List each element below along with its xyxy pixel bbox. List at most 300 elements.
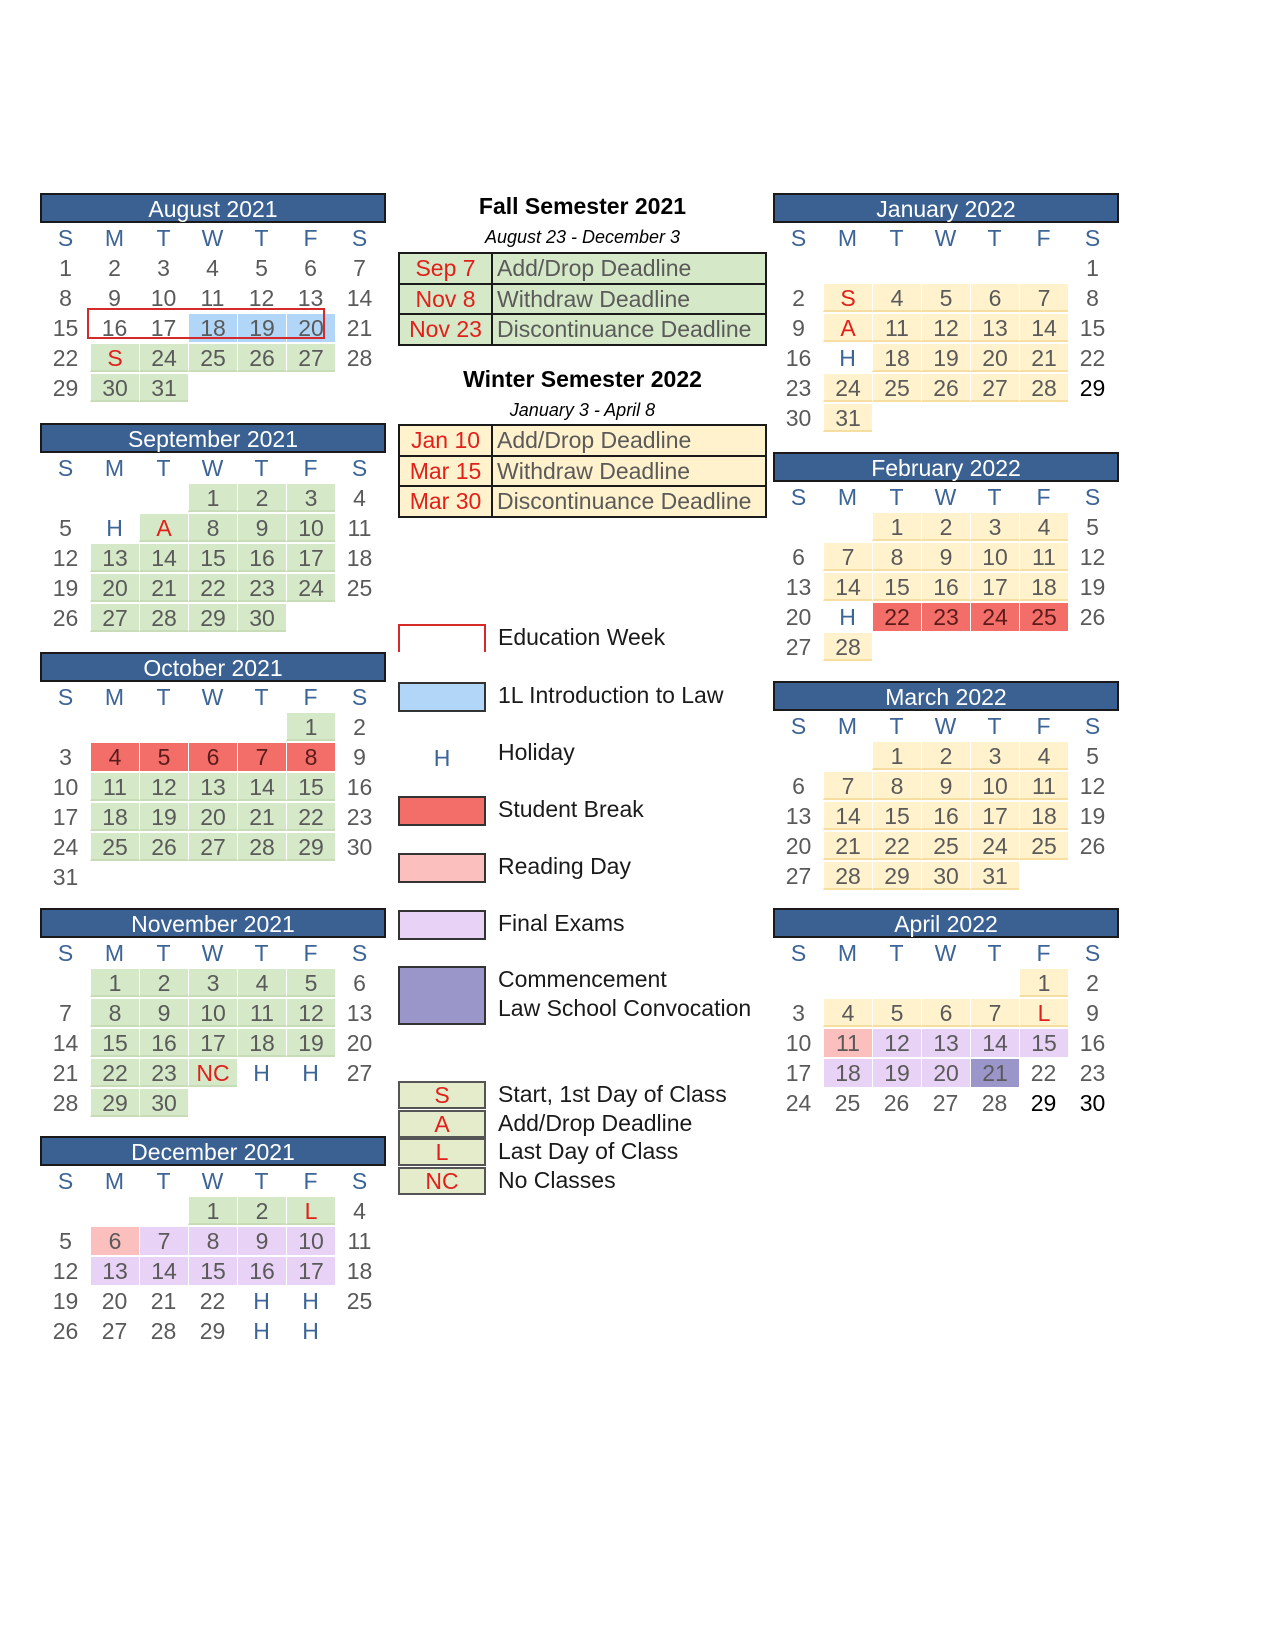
day-cell: 19 bbox=[1079, 803, 1106, 829]
day-cell: 5 bbox=[872, 999, 921, 1027]
day-cell: 3 bbox=[157, 255, 170, 281]
day-cell: 15 bbox=[90, 1029, 139, 1057]
day-cell: 21 bbox=[346, 315, 373, 341]
day-cell: 14 bbox=[823, 573, 872, 601]
weekday-header: T bbox=[156, 455, 171, 481]
deadline-row bbox=[400, 283, 765, 314]
day-cell: 16 bbox=[921, 802, 970, 830]
day-cell: 30 bbox=[90, 374, 139, 402]
deadline-label: Add/Drop Deadline bbox=[497, 255, 692, 281]
day-cell: 1 bbox=[59, 255, 72, 281]
day-cell: 25 bbox=[921, 832, 970, 860]
day-cell: 15 bbox=[52, 315, 79, 341]
day-cell: 14 bbox=[139, 544, 188, 572]
intro-law-swatch bbox=[398, 682, 486, 712]
day-cell: 3 bbox=[59, 744, 72, 770]
deadline-date: Jan 10 bbox=[400, 426, 493, 455]
day-cell: 5 bbox=[1086, 743, 1099, 769]
day-cell: 18 bbox=[823, 1059, 872, 1087]
day-cell: 29 bbox=[90, 1089, 139, 1117]
month-title: January 2022 bbox=[773, 193, 1119, 223]
day-cell: 29 bbox=[188, 604, 237, 632]
day-cell: NC bbox=[188, 1059, 237, 1087]
day-cell: 13 bbox=[785, 803, 812, 829]
day-cell: 29 bbox=[872, 862, 921, 890]
code-label: Add/Drop Deadline bbox=[498, 1110, 693, 1136]
deadline-label: Discontinuance Deadline bbox=[497, 488, 752, 515]
day-cell: 31 bbox=[139, 374, 188, 402]
day-cell: 28 bbox=[52, 1090, 79, 1116]
commencement-swatch bbox=[398, 966, 486, 1025]
day-cell: 26 bbox=[139, 833, 188, 861]
day-cell: 1 bbox=[872, 742, 921, 770]
day-cell: 1 bbox=[188, 1197, 237, 1225]
day-cell: 3 bbox=[970, 513, 1019, 541]
day-cell: 3 bbox=[792, 1000, 805, 1026]
day-cell: 13 bbox=[921, 1029, 970, 1057]
day-cell: 4 bbox=[823, 999, 872, 1027]
day-cell: H bbox=[302, 1318, 319, 1344]
month-grid bbox=[41, 682, 386, 892]
weekday-header: W bbox=[201, 1168, 224, 1194]
day-cell: 9 bbox=[792, 315, 805, 341]
weekday-header: T bbox=[889, 225, 904, 251]
day-cell: 12 bbox=[872, 1029, 921, 1057]
empty-cell bbox=[970, 969, 1019, 997]
day-cell: 12 bbox=[248, 285, 275, 311]
day-cell: 26 bbox=[52, 1318, 79, 1344]
day-cell: 7 bbox=[353, 255, 366, 281]
day-cell: 7 bbox=[970, 999, 1019, 1027]
day-cell: 24 bbox=[823, 374, 872, 402]
day-cell: 10 bbox=[286, 1227, 335, 1255]
day-cell: 4 bbox=[1019, 742, 1068, 770]
day-cell: 18 bbox=[346, 545, 373, 571]
day-cell: 11 bbox=[237, 999, 286, 1027]
day-cell: 16 bbox=[237, 1257, 286, 1285]
day-cell: 10 bbox=[286, 514, 335, 542]
day-cell: 9 bbox=[237, 1227, 286, 1255]
weekday-header: S bbox=[351, 684, 368, 710]
weekday-header: F bbox=[1036, 225, 1051, 251]
day-cell: 13 bbox=[970, 314, 1019, 342]
day-cell: 16 bbox=[237, 544, 286, 572]
day-cell: 8 bbox=[872, 543, 921, 571]
day-cell: 8 bbox=[1086, 285, 1099, 311]
day-cell: 8 bbox=[286, 743, 335, 771]
weekday-header: S bbox=[790, 940, 807, 966]
weekday-header: S bbox=[790, 484, 807, 510]
day-cell: 12 bbox=[1079, 773, 1106, 799]
day-cell: 15 bbox=[188, 544, 237, 572]
month-grid bbox=[41, 453, 386, 633]
weekday-header: S bbox=[351, 1168, 368, 1194]
calendar-april-2022 bbox=[773, 908, 1119, 1118]
day-cell: 27 bbox=[785, 634, 812, 660]
day-cell: 17 bbox=[970, 802, 1019, 830]
day-cell: 2 bbox=[108, 255, 121, 281]
empty-cell bbox=[823, 513, 872, 541]
weekday-header: T bbox=[889, 484, 904, 510]
day-cell: 15 bbox=[188, 1257, 237, 1285]
weekday-header: S bbox=[351, 940, 368, 966]
empty-cell bbox=[921, 969, 970, 997]
day-cell: H bbox=[253, 1288, 270, 1314]
day-cell: 21 bbox=[52, 1060, 79, 1086]
day-cell: H bbox=[253, 1318, 270, 1344]
deadline-date: Nov 23 bbox=[400, 315, 493, 344]
day-cell: 19 bbox=[139, 803, 188, 831]
day-cell: 12 bbox=[286, 999, 335, 1027]
day-cell: 23 bbox=[139, 1059, 188, 1087]
day-cell: 19 bbox=[872, 1059, 921, 1087]
day-cell: 22 bbox=[1079, 345, 1106, 371]
day-cell: 2 bbox=[139, 969, 188, 997]
day-cell: 17 bbox=[970, 573, 1019, 601]
day-cell: 2 bbox=[921, 513, 970, 541]
day-cell: L bbox=[1019, 999, 1068, 1027]
weekday-header: F bbox=[303, 225, 318, 251]
day-cell: 25 bbox=[346, 1288, 373, 1314]
day-cell: 18 bbox=[872, 344, 921, 372]
deadline-date: Sep 7 bbox=[400, 254, 493, 283]
day-cell: 19 bbox=[921, 344, 970, 372]
legend-label: Commencement bbox=[498, 966, 667, 992]
day-cell: 21 bbox=[1019, 344, 1068, 372]
day-cell: 20 bbox=[970, 344, 1019, 372]
day-cell: 12 bbox=[52, 1258, 79, 1284]
code-box: L bbox=[398, 1138, 486, 1166]
month-title: April 2022 bbox=[773, 908, 1119, 938]
calendar-december-2021 bbox=[40, 1136, 386, 1346]
day-cell: 31 bbox=[52, 864, 79, 890]
weekday-header: S bbox=[57, 1168, 74, 1194]
day-cell: 20 bbox=[346, 1030, 373, 1056]
day-cell: 22 bbox=[1030, 1060, 1057, 1086]
empty-cell bbox=[774, 254, 823, 282]
weekday-header: W bbox=[201, 225, 224, 251]
day-cell: 13 bbox=[188, 773, 237, 801]
day-cell: 28 bbox=[823, 633, 872, 661]
deadline-label: Add/Drop Deadline bbox=[497, 427, 692, 453]
day-cell: 2 bbox=[237, 484, 286, 512]
weekday-header: F bbox=[303, 940, 318, 966]
deadline-label: Withdraw Deadline bbox=[497, 457, 691, 484]
day-cell: 18 bbox=[1019, 573, 1068, 601]
day-cell: 17 bbox=[286, 1257, 335, 1285]
weekday-header: S bbox=[1084, 484, 1101, 510]
weekday-header: S bbox=[57, 940, 74, 966]
day-cell: 30 bbox=[1079, 1090, 1106, 1116]
day-cell: 15 bbox=[1079, 315, 1106, 341]
day-cell: 24 bbox=[785, 1090, 812, 1116]
day-cell: 17 bbox=[785, 1060, 812, 1086]
day-cell: 12 bbox=[921, 314, 970, 342]
day-cell: 6 bbox=[792, 544, 805, 570]
day-cell: 13 bbox=[785, 574, 812, 600]
weekday-header: W bbox=[934, 713, 957, 739]
day-cell: 14 bbox=[52, 1030, 79, 1056]
day-cell: 25 bbox=[188, 344, 237, 372]
empty-cell bbox=[823, 742, 872, 770]
day-cell: 12 bbox=[1079, 544, 1106, 570]
day-cell: S bbox=[90, 344, 139, 372]
weekday-header: W bbox=[934, 484, 957, 510]
day-cell: 18 bbox=[90, 803, 139, 831]
day-cell: 20 bbox=[785, 833, 812, 859]
student-break-swatch bbox=[398, 796, 486, 826]
day-cell: 7 bbox=[823, 772, 872, 800]
day-cell: 1 bbox=[286, 713, 335, 741]
winter-semester-dates: January 3 - April 8 bbox=[509, 400, 656, 420]
empty-cell bbox=[774, 742, 823, 770]
day-cell: 4 bbox=[872, 284, 921, 312]
weekday-header: T bbox=[156, 684, 171, 710]
day-cell: 29 bbox=[286, 833, 335, 861]
day-cell: 22 bbox=[872, 832, 921, 860]
day-cell: 7 bbox=[1019, 284, 1068, 312]
day-cell: A bbox=[139, 514, 188, 542]
final-exams-swatch bbox=[398, 910, 486, 940]
deadline-row bbox=[400, 313, 765, 344]
day-cell: 7 bbox=[237, 743, 286, 771]
day-cell: 24 bbox=[970, 832, 1019, 860]
weekday-header: F bbox=[303, 1168, 318, 1194]
day-cell: 31 bbox=[823, 404, 872, 432]
day-cell: 27 bbox=[346, 1060, 373, 1086]
day-cell: 20 bbox=[90, 574, 139, 602]
day-cell: 10 bbox=[970, 772, 1019, 800]
empty-cell bbox=[872, 254, 921, 282]
empty-cell bbox=[921, 254, 970, 282]
day-cell: 11 bbox=[347, 1228, 372, 1254]
day-cell: 17 bbox=[188, 1029, 237, 1057]
day-cell: 22 bbox=[188, 574, 237, 602]
weekday-header: M bbox=[104, 225, 125, 251]
day-cell: 6 bbox=[188, 743, 237, 771]
day-cell: 2 bbox=[237, 1197, 286, 1225]
day-cell: 30 bbox=[346, 834, 373, 860]
day-cell: 11 bbox=[347, 515, 372, 541]
day-cell: 27 bbox=[932, 1090, 959, 1116]
day-cell: 3 bbox=[188, 969, 237, 997]
code-label: Last Day of Class bbox=[498, 1138, 679, 1164]
month-grid bbox=[41, 1166, 386, 1346]
day-cell: 5 bbox=[139, 743, 188, 771]
day-cell: 2 bbox=[1086, 970, 1099, 996]
day-cell: 24 bbox=[286, 574, 335, 602]
day-cell: 6 bbox=[353, 970, 366, 996]
day-cell: 8 bbox=[872, 772, 921, 800]
day-cell: 24 bbox=[139, 344, 188, 372]
weekday-header: S bbox=[1084, 713, 1101, 739]
day-cell: 6 bbox=[792, 773, 805, 799]
weekday-header: T bbox=[156, 225, 171, 251]
calendar-february-2022 bbox=[773, 452, 1119, 662]
day-cell: 6 bbox=[921, 999, 970, 1027]
deadline-label: Discontinuance Deadline bbox=[497, 316, 752, 343]
empty-cell bbox=[774, 969, 823, 997]
day-cell: 1 bbox=[1019, 969, 1068, 997]
day-cell: 23 bbox=[346, 804, 373, 830]
day-cell: H bbox=[839, 345, 856, 371]
day-cell: 29 bbox=[1030, 1090, 1057, 1116]
day-cell: 31 bbox=[970, 862, 1019, 890]
day-cell: 26 bbox=[1079, 833, 1106, 859]
code-label: No Classes bbox=[498, 1167, 616, 1193]
day-cell: 30 bbox=[921, 862, 970, 890]
day-cell: 25 bbox=[872, 374, 921, 402]
day-cell: 7 bbox=[59, 1000, 72, 1026]
day-cell: 4 bbox=[237, 969, 286, 997]
holiday-symbol: H bbox=[433, 745, 451, 771]
day-cell: 18 bbox=[346, 1258, 373, 1284]
weekday-header: S bbox=[790, 225, 807, 251]
day-cell: 23 bbox=[237, 574, 286, 602]
day-cell: H bbox=[106, 515, 123, 541]
empty-cell bbox=[823, 254, 872, 282]
day-cell: 6 bbox=[304, 255, 317, 281]
empty-cell bbox=[41, 713, 90, 741]
calendar-october-2021 bbox=[40, 652, 386, 892]
weekday-header: T bbox=[254, 1168, 269, 1194]
education-week-outline bbox=[87, 308, 325, 339]
day-cell: 27 bbox=[90, 604, 139, 632]
day-cell: 21 bbox=[139, 574, 188, 602]
deadline-label: Withdraw Deadline bbox=[497, 285, 691, 312]
day-cell: 18 bbox=[1019, 802, 1068, 830]
weekday-header: T bbox=[987, 713, 1002, 739]
empty-cell bbox=[970, 254, 1019, 282]
month-grid bbox=[774, 938, 1119, 1118]
day-cell: H bbox=[253, 1060, 270, 1086]
day-cell: 14 bbox=[237, 773, 286, 801]
day-cell: 29 bbox=[199, 1318, 226, 1344]
day-cell: 22 bbox=[90, 1059, 139, 1087]
day-cell: 28 bbox=[823, 862, 872, 890]
day-cell: 7 bbox=[823, 543, 872, 571]
day-cell: 25 bbox=[346, 575, 373, 601]
day-cell: 22 bbox=[52, 345, 79, 371]
month-title: November 2021 bbox=[40, 908, 386, 938]
day-cell: 29 bbox=[52, 375, 79, 401]
day-cell: 20 bbox=[101, 1288, 128, 1314]
empty-cell bbox=[90, 1197, 139, 1225]
empty-cell bbox=[237, 713, 286, 741]
day-cell: 26 bbox=[52, 605, 79, 631]
day-cell: 28 bbox=[1019, 374, 1068, 402]
empty-cell bbox=[139, 713, 188, 741]
day-cell: 28 bbox=[139, 604, 188, 632]
day-cell: 10 bbox=[52, 774, 79, 800]
day-cell: 29 bbox=[1079, 375, 1106, 401]
day-cell: 19 bbox=[52, 1288, 79, 1314]
code-box: S bbox=[398, 1081, 486, 1109]
weekday-header: F bbox=[1036, 940, 1051, 966]
day-cell: 13 bbox=[90, 544, 139, 572]
day-cell: 4 bbox=[353, 485, 366, 511]
day-cell: 26 bbox=[883, 1090, 910, 1116]
weekday-header: F bbox=[1036, 713, 1051, 739]
legend-label: Education Week bbox=[498, 624, 666, 650]
day-cell: 25 bbox=[834, 1090, 861, 1116]
day-cell: 8 bbox=[59, 285, 72, 311]
day-cell: 22 bbox=[872, 603, 921, 631]
day-cell: 28 bbox=[981, 1090, 1008, 1116]
empty-cell bbox=[774, 513, 823, 541]
day-cell: 11 bbox=[1019, 772, 1068, 800]
weekday-header: T bbox=[254, 225, 269, 251]
weekday-header: W bbox=[201, 455, 224, 481]
day-cell: 5 bbox=[59, 515, 72, 541]
day-cell: 30 bbox=[139, 1089, 188, 1117]
calendar-september-2021 bbox=[40, 423, 386, 633]
deadline-row bbox=[400, 485, 765, 516]
day-cell: 21 bbox=[237, 803, 286, 831]
weekday-header: F bbox=[1036, 484, 1051, 510]
day-cell: 19 bbox=[52, 575, 79, 601]
day-cell: 8 bbox=[90, 999, 139, 1027]
weekday-header: W bbox=[934, 940, 957, 966]
day-cell: 5 bbox=[59, 1228, 72, 1254]
weekday-header: T bbox=[156, 940, 171, 966]
day-cell: 16 bbox=[921, 573, 970, 601]
day-cell: 24 bbox=[52, 834, 79, 860]
winter-deadlines-table bbox=[398, 424, 767, 518]
weekday-header: M bbox=[104, 940, 125, 966]
day-cell: 15 bbox=[872, 573, 921, 601]
empty-cell bbox=[90, 713, 139, 741]
empty-cell bbox=[139, 1197, 188, 1225]
day-cell: 9 bbox=[237, 514, 286, 542]
day-cell: 11 bbox=[872, 314, 921, 342]
day-cell: 25 bbox=[1019, 832, 1068, 860]
month-grid bbox=[41, 938, 386, 1118]
empty-cell bbox=[139, 484, 188, 512]
day-cell: 1 bbox=[188, 484, 237, 512]
winter-semester-title: Winter Semester 2022 bbox=[463, 366, 702, 392]
code-label: Start, 1st Day of Class bbox=[498, 1081, 727, 1107]
weekday-header: M bbox=[837, 713, 858, 739]
day-cell: 27 bbox=[188, 833, 237, 861]
day-cell: 16 bbox=[101, 315, 128, 341]
day-cell: 28 bbox=[346, 345, 373, 371]
day-cell: 9 bbox=[108, 285, 121, 311]
weekday-header: W bbox=[201, 684, 224, 710]
day-cell: 10 bbox=[188, 999, 237, 1027]
weekday-header: M bbox=[104, 684, 125, 710]
day-cell: 11 bbox=[90, 773, 139, 801]
day-cell: 30 bbox=[237, 604, 286, 632]
day-cell: 17 bbox=[52, 804, 79, 830]
deadline-row bbox=[400, 254, 765, 283]
weekday-header: T bbox=[156, 1168, 171, 1194]
weekday-header: S bbox=[57, 684, 74, 710]
day-cell: 20 bbox=[286, 314, 335, 342]
weekday-header: S bbox=[1084, 940, 1101, 966]
weekday-header: M bbox=[837, 225, 858, 251]
fall-deadlines-table bbox=[398, 252, 767, 346]
weekday-header: F bbox=[303, 455, 318, 481]
day-cell: 14 bbox=[823, 802, 872, 830]
fall-semester-title: Fall Semester 2021 bbox=[478, 193, 687, 219]
day-cell: 1 bbox=[1086, 255, 1099, 281]
day-cell: 4 bbox=[90, 743, 139, 771]
day-cell: 19 bbox=[1079, 574, 1106, 600]
day-cell: 6 bbox=[90, 1227, 139, 1255]
day-cell: 22 bbox=[286, 803, 335, 831]
weekday-header: T bbox=[254, 455, 269, 481]
